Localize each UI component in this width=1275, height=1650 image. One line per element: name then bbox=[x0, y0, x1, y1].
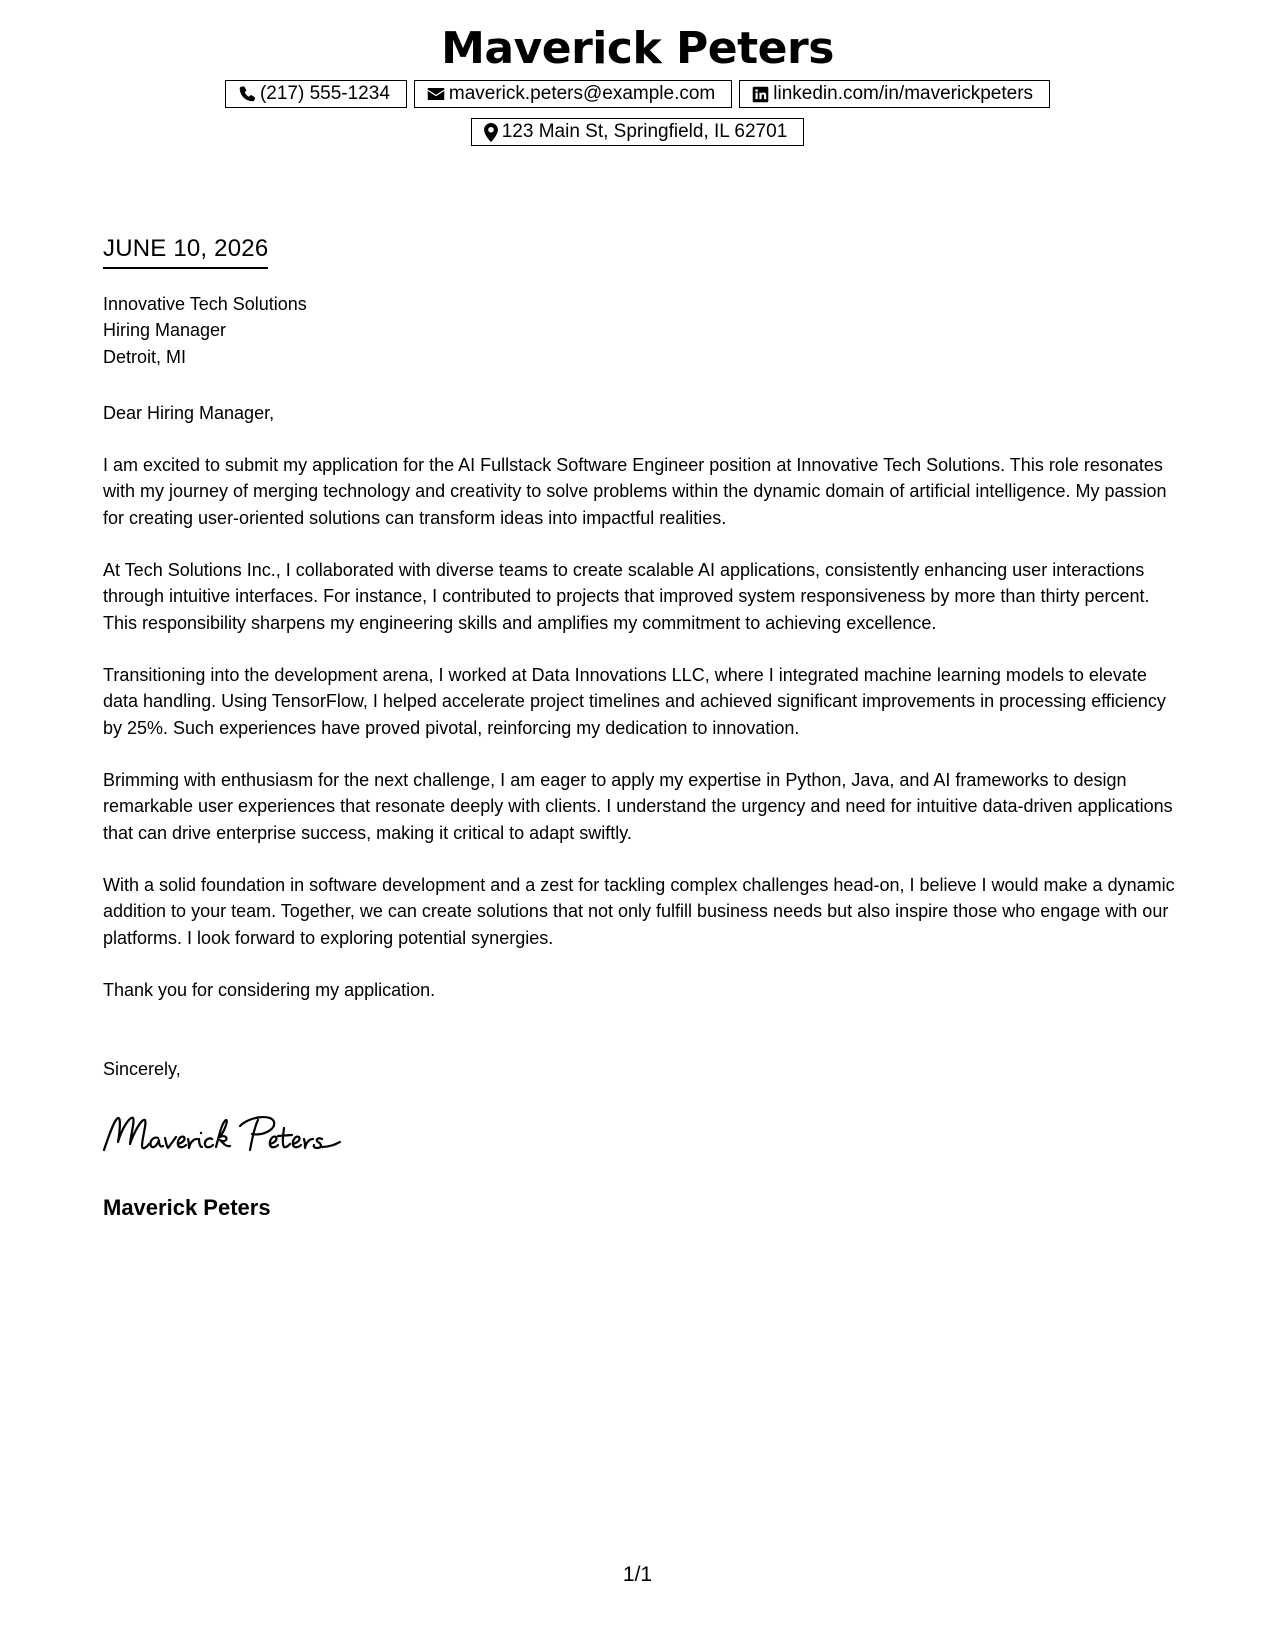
contact-row bbox=[0, 80, 1275, 108]
body-paragraph: Brimming with enthusiasm for the next challenge, I am eager to apply my expertise in Python, Java, and AI frameworks to design remarkable user experiences that resonate deeply with clients. I understand the urgency and need for intuitive data-driven applications that can drive enterprise success, making it critical to adapt swiftly. bbox=[103, 770, 1173, 843]
signer-name: Maverick Peters bbox=[103, 1195, 271, 1220]
body-paragraph: Transitioning into the development arena, I worked at Data Innovations LLC, where I integrated machine learning models to elevate data handling. Using TensorFlow, I helped accelerate project timelines and achieved significant improvements in processing efficiency by 25%. Such experiences have proved pivotal, reinforcing my dedication to innovation. bbox=[103, 665, 1166, 738]
phone-text: (217) 555-1234 bbox=[259, 83, 390, 104]
applicant-name: Maverick Peters bbox=[441, 23, 834, 74]
body-paragraph: At Tech Solutions Inc., I collaborated with diverse teams to create scalable AI applications, consistently enhancing user interactions through intuitive interfaces. For instance, I contributed to projects that improved system responsiveness by more than thirty percent. This responsibility sharpens my engineering skills and amplifies my commitment to achieving excellence. bbox=[103, 560, 1150, 633]
body-paragraph: I am excited to submit my application for the AI Fullstack Software Engineer position at Innovative Tech Solutions. This role resonates with my journey of merging technology and creativity to solve problems within the dynamic domain of artificial intelligence. My passion for creating user-oriented solutions can transform ideas into impactful realities. bbox=[103, 455, 1167, 528]
recipient-block bbox=[103, 291, 307, 370]
salutation: Dear Hiring Manager, bbox=[103, 403, 275, 423]
body-paragraph: Thank you for considering my application. bbox=[103, 980, 436, 1000]
closing: Sincerely, bbox=[103, 1059, 181, 1079]
linkedin-icon bbox=[752, 86, 769, 103]
linkedin-text: linkedin.com/in/maverickpeters bbox=[773, 83, 1034, 104]
recipient-location: Detroit, MI bbox=[103, 346, 187, 367]
phone-chip bbox=[225, 80, 407, 108]
email-chip bbox=[414, 80, 732, 108]
map-marker-icon bbox=[484, 123, 498, 142]
address-text: 123 Main St, Springfield, IL 62701 bbox=[501, 121, 788, 142]
email-text: maverick.peters@example.com bbox=[448, 83, 716, 104]
handwritten-signature bbox=[100, 1110, 370, 1160]
address-chip bbox=[471, 118, 805, 146]
recipient-company: Innovative Tech Solutions bbox=[103, 294, 307, 314]
body-paragraph: With a solid foundation in software development and a zest for tackling complex challenges head-on, I believe I would make a dynamic addition to your team. Together, we can create solutions that not only fulfill business needs but also inspire those who engage with our platforms. I look forward to exploring potential synergies. bbox=[103, 875, 1175, 948]
page-indicator: 1/1 bbox=[622, 1563, 653, 1586]
envelope-icon bbox=[427, 87, 445, 101]
contact-row bbox=[0, 118, 1275, 146]
recipient-title: Hiring Manager bbox=[103, 320, 227, 341]
phone-icon bbox=[238, 85, 256, 103]
linkedin-chip bbox=[739, 80, 1050, 108]
letter-date: JUNE 10, 2026 bbox=[103, 234, 268, 269]
